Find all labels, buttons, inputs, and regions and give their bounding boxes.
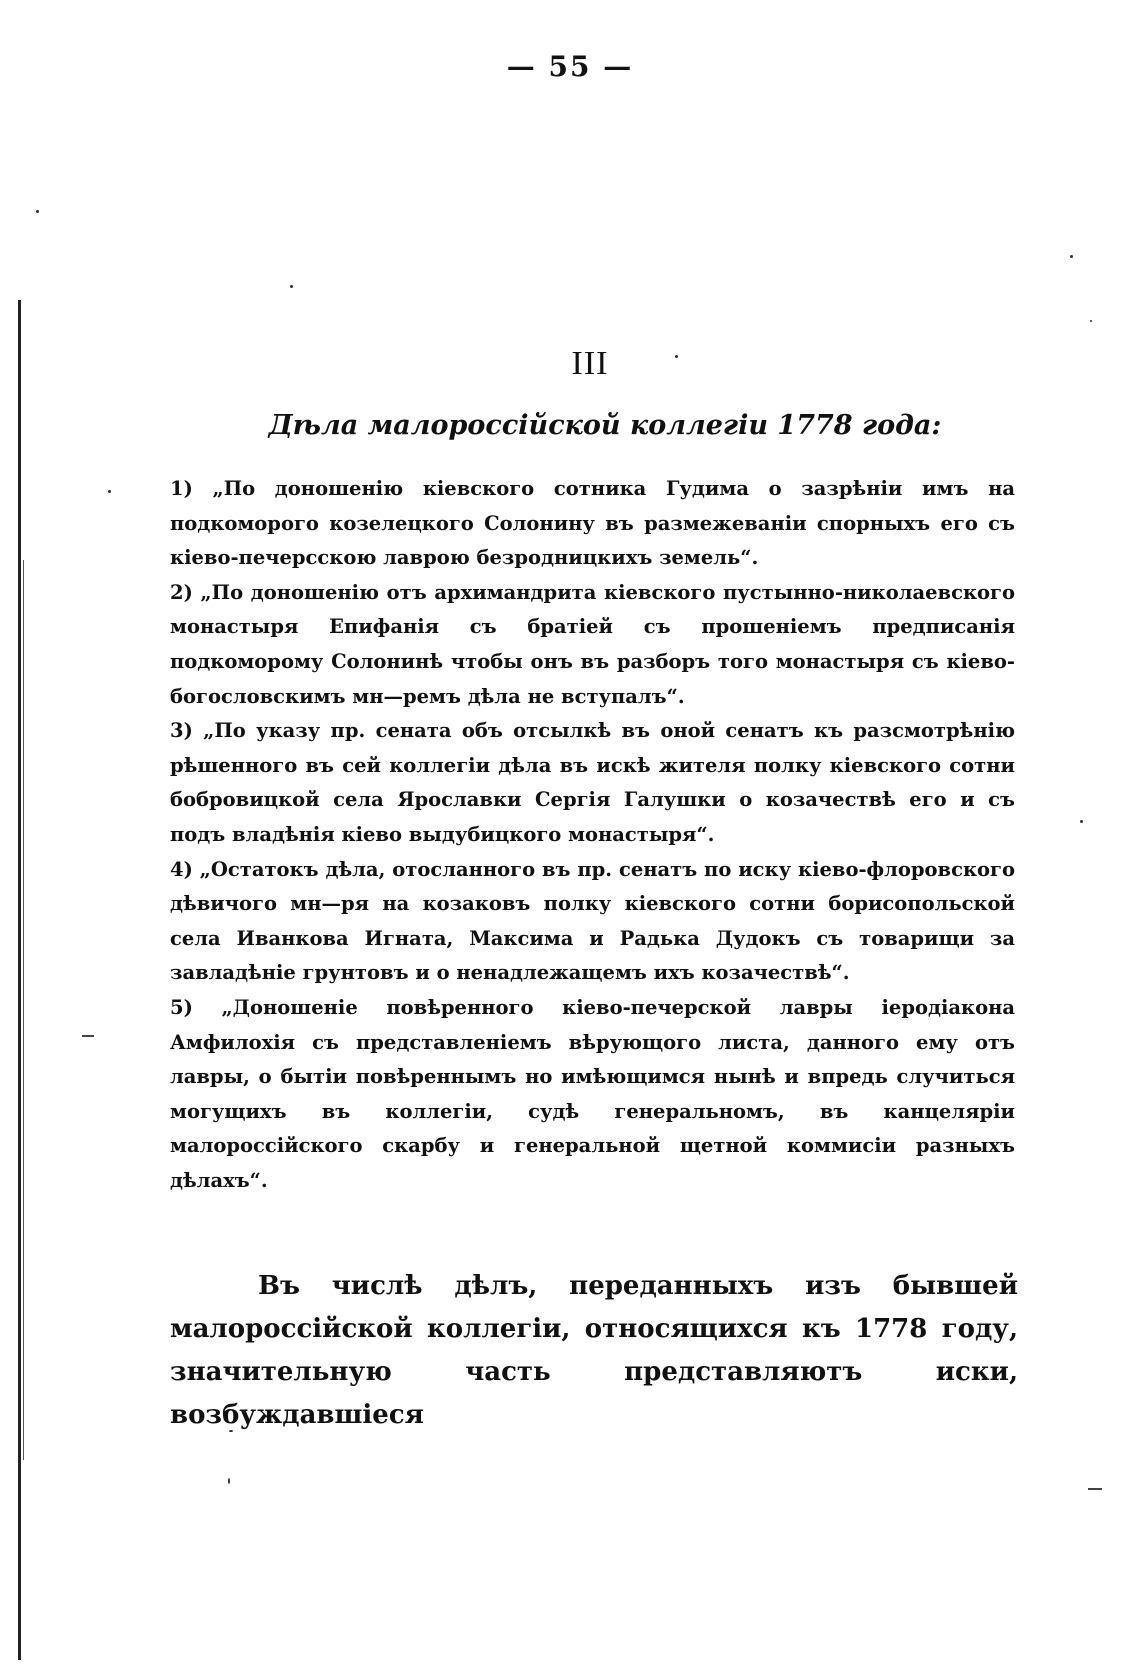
case-entry-2: 2) „По доношенію отъ архимандрита кіевского пустынно-николаевского монастыря Епифанія съ братіей съ прошеніемъ предписанія подкоморому Солонинѣ чтобы онъ въ разборъ того монастыря съ кіево-богословскимъ мн—ремъ дѣла не вступалъ“. bbox=[170, 580, 1015, 708]
scan-mark bbox=[1088, 1488, 1102, 1490]
body-paragraph: Въ числѣ дѣлъ, переданныхъ изъ бывшей малороссійской коллегіи, относящихся къ 1778 году, значительную часть представляютъ иски, возбуждавшіеся bbox=[170, 1271, 1018, 1430]
scan-speck bbox=[36, 210, 39, 213]
page-number: — 55 — bbox=[506, 50, 634, 83]
scan-speck bbox=[108, 490, 111, 493]
scan-speck bbox=[1070, 255, 1073, 258]
scan-speck bbox=[1090, 320, 1092, 322]
scan-mark bbox=[82, 1035, 94, 1037]
binding-edge-line-thin bbox=[23, 560, 24, 1460]
scan-speck bbox=[675, 355, 678, 358]
scan-speck bbox=[229, 1430, 233, 1432]
case-entry-4: 4) „Остатокъ дѣла, отосланного въ пр. сенатъ по иску кіево-флоровского дѣвичого мн—ря на козаковъ полку кіевского сотни борисопольской села Иванкова Игната, Максима и Радька Дудокъ съ товарищи за завладѣніе грунтовъ и о ненадлежащемъ ихъ козачествѣ“. bbox=[170, 857, 1015, 985]
scan-speck bbox=[290, 285, 293, 288]
binding-edge-line bbox=[18, 300, 21, 1660]
scan-speck bbox=[228, 1478, 230, 1484]
case-list bbox=[170, 472, 1015, 1198]
scan-speck bbox=[1080, 820, 1083, 823]
section-numeral: III bbox=[571, 345, 609, 382]
case-entry-1: 1) „По доношенію кіевского сотника Гудима о зазрѣніи имъ на подкоморого козелецкого Солонину въ размежеваніи спорныхъ его съ кіево-печерсскою лаврою безродницкихъ земель“. bbox=[170, 477, 1015, 570]
case-entry-5: 5) „Доношеніе повѣренного кіево-печерской лавры іеродіакона Амфилохія съ представленіемъ вѣрующого листа, данного ему отъ лавры, о бытіи повѣреннымъ но имѣющимся нынѣ и впредь случиться могущихъ въ коллегіи, судѣ генеральномъ, въ канцеляріи малороссійского скарбу и генеральной щетной коммисіи разныхъ дѣлахъ“. bbox=[170, 995, 1015, 1192]
case-entry-3: 3) „По указу пр. сената объ отсылкѣ въ оной сенатъ къ разсмотрѣнію рѣшенного въ сей коллегіи дѣла въ искѣ жителя полку кіевского сотни бобровицкой села Ярославки Сергія Галушки о козачествѣ его и съ подъ владѣнія кіево выдубицкого монастыря“. bbox=[170, 719, 1015, 846]
section-title: Дѣла малороссійской коллегіи 1778 года: bbox=[268, 410, 942, 441]
